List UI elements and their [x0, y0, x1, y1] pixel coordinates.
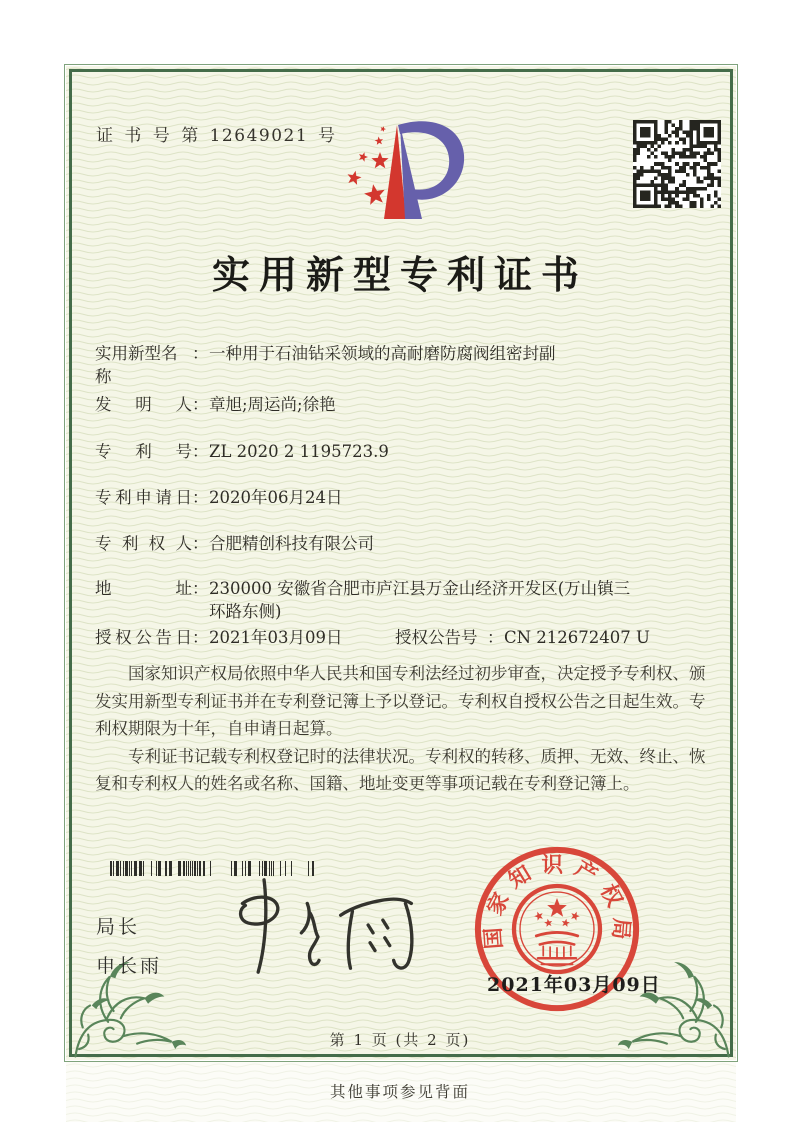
field-row-patentee	[95, 532, 713, 555]
field-value: 230000 安徽省合肥市庐江县万金山经济开发区(万山镇三环路东侧)	[209, 579, 631, 621]
field-colon: ：	[192, 534, 209, 553]
field-row-patent-no	[95, 440, 713, 463]
field-label: 实用新型名称	[95, 344, 178, 386]
field-label: 地址	[95, 579, 192, 598]
star-icon	[381, 126, 387, 132]
field-colon: ：	[192, 488, 209, 507]
qr-code-icon	[633, 120, 721, 208]
field-value: 一种用于石油钻采领域的高耐磨防腐阀组密封副	[209, 344, 556, 363]
field-label: 授权公告号	[395, 628, 478, 647]
officer-block	[96, 912, 162, 990]
field-colon: ：	[192, 579, 209, 598]
field-colon: ：	[192, 395, 209, 414]
field-label: 专利权人	[95, 534, 192, 553]
back-note: 其他事项参见背面	[329, 1083, 470, 1101]
star-icon	[364, 184, 385, 205]
field-row-filing-date	[95, 486, 713, 509]
star-icon	[371, 152, 388, 168]
certificate-title: 实用新型专利证书	[211, 252, 588, 297]
field-value: ZL 2020 2 1195723.9	[209, 442, 389, 461]
field-value: 2020年06月24日	[209, 488, 343, 507]
field-colon: ：	[192, 442, 209, 461]
field-label: 专利申请日	[95, 488, 192, 507]
seal-org-text: 国家知识产权局	[480, 853, 634, 950]
field-value: 合肥精创科技有限公司	[209, 534, 374, 553]
cnipa-logo-icon	[338, 110, 478, 238]
star-icon	[571, 912, 580, 921]
field-row-name	[95, 342, 713, 388]
star-icon	[547, 898, 567, 917]
star-icon	[534, 912, 543, 921]
legal-paragraph-1: 国家知识产权局依照中华人民共和国专利法经过初步审查，决定授予专利权、颁发实用新型专利证书并在专利登记簿上予以登记。专利权自授权公告之日起生效。专利权期限为十年，自申请日起算。	[95, 664, 706, 738]
legal-text-block	[95, 660, 713, 798]
commissioner-signature	[213, 870, 429, 983]
national-emblem-icon	[514, 886, 600, 972]
field-row-inventors	[95, 393, 713, 416]
star-icon	[348, 171, 362, 185]
star-icon	[375, 137, 384, 145]
certificate-number: 证 书 号 第 12649021 号	[96, 126, 337, 146]
field-value: 章旭;周运尚;徐艳	[209, 395, 336, 414]
field-value: 2021年03月09日	[209, 628, 343, 647]
seal-date: 2021年03月09日	[487, 974, 661, 996]
legal-paragraph-2: 专利证书记载专利权登记时的法律状况。专利权的转移、质押、无效、终止、恢复和专利权人的姓名或名称、国籍、地址变更等事项记载在专利登记簿上。	[95, 746, 706, 793]
field-colon: ：	[487, 628, 504, 647]
field-label: 授权公告日	[95, 628, 192, 647]
officer-title: 局长	[96, 916, 141, 938]
field-row-address	[95, 577, 713, 623]
star-icon	[359, 152, 368, 162]
field-colon: ：	[192, 628, 209, 647]
field-colon: ：	[192, 344, 209, 363]
page-number: 第 1 页 (共 2 页)	[329, 1031, 471, 1049]
field-row-grant	[95, 626, 713, 649]
field-value: CN 212672407 U	[504, 628, 650, 647]
star-icon	[562, 919, 570, 927]
field-label: 发明人	[95, 395, 192, 414]
officer-name: 申长雨	[96, 955, 163, 977]
field-label: 专利号	[95, 442, 192, 461]
star-icon	[544, 919, 552, 927]
